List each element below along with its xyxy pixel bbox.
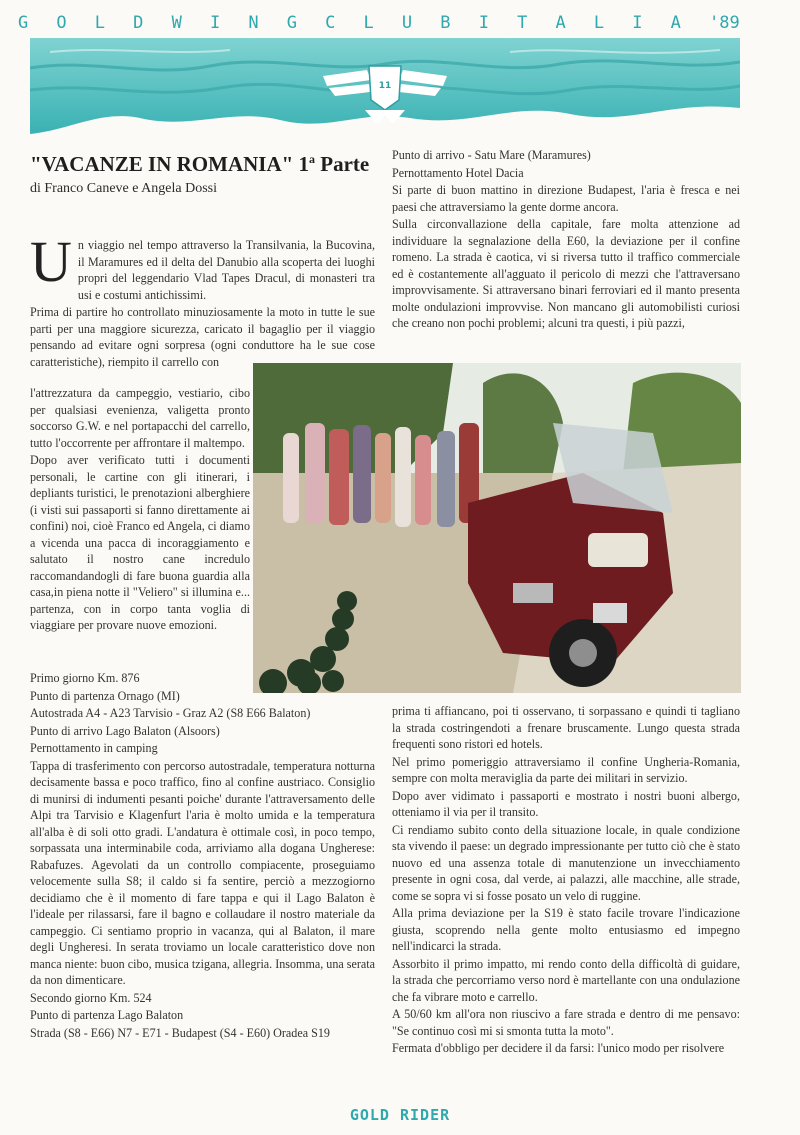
title-tail: Parte: [315, 152, 370, 176]
title-superscript: a: [309, 152, 316, 166]
header-letter: G: [286, 13, 297, 33]
header-letter: W: [171, 13, 182, 33]
right-paragraph-4: Nel primo pomeriggio attraversiamo il confine Ungheria-Romania, sempre con molta meraviglia da parte dei militari in servizio.: [392, 754, 740, 785]
emblem-number: 11: [378, 81, 392, 91]
paragraph-1: Prima di partire ho controllato minuziosamente la moto in tutte le sue parti per una maggiore sicurezza, caricato il bagaglio per il viaggio pensando ad evitare ogni sorpresa (ogni conduttore ha le sue cose caratteristiche), riempito il carrello con: [30, 305, 375, 369]
day2-arrival: Punto di arrivo - Satu Mare (Maramures): [392, 148, 591, 162]
left-column-beside-photo: [30, 385, 250, 634]
header-letter: O: [56, 13, 67, 33]
header-letter: I: [478, 13, 489, 33]
day2-stay: Pernottamento Hotel Dacia: [392, 165, 524, 180]
header-letter: G: [18, 13, 29, 33]
paragraph-1-continued: l'attrezzatura da campeggio, vestiario, cibo per qualsiasi evenienza, valigetta pronto soccorso G.W. e nel portapacchi del carrello, tutto l'occorrente per affrontare il maltempo.: [30, 386, 250, 450]
day1-stay: Pernottamento in camping: [30, 741, 158, 755]
right-paragraph-9: A 50/60 km all'ora non riuscivo a fare strada e dentro di me pensavo: "Se continuo così mi si smonta tutta la moto".: [392, 1007, 740, 1038]
header-letter: I: [632, 13, 643, 33]
right-column-bottom: [392, 703, 740, 1057]
header-letter: T: [517, 13, 528, 33]
right-paragraph-7: Alla prima deviazione per la S19 è stato facile trovare l'indicazione giusta, scoprendo nella gente molto entusiasmo ed impegno nell'indicarci la strada.: [392, 906, 740, 953]
header-letter: D: [133, 13, 144, 33]
day1-text: Tappa di trasferimento con percorso autostradale, temperatura notturna decisamente bassa e poco traffico, fino al confine austriaco. Consiglio di munirsi di indumenti pesanti poiche' durante l'attraversamento delle Alpi tra Tarvisio e Klagenfurt l'aria è molto umida e la temperatura all'alba è di soli otto gradi. L'andatura è ottimale così, in poco tempo, sorpassata una interminabile coda, arriviamo alla dogana Ungherese: Rabafuzes. Agevolati da un controllo compiacente, proseguiamo velocemente sulla S8; il caldo si fa sentire, perciò a mezzogiorno decidiamo che è il momento di fare tappa e qui il Lago Balaton è l'ideale per rilassarsi, fare il bagno e collaudare il nostro materiale da campeggio. Ci sentiamo proprio in vacanza, qui al Balaton, il mare degli Ungheresi. In serata troviamo un locale caratteristico dove non manca niente: buon cibo, musica tzigana, allegria. Insomma, una serata da non dimenticare.: [30, 758, 375, 987]
header-letter: '89: [709, 13, 740, 33]
header-title-letters: [18, 12, 740, 34]
right-paragraph-3: prima ti affiancano, poi ti osservano, ti sorpassano e quindi ti tagliano la strada costringendoti a frenare bruscamente. Lungo questa strada frequenti sono ristori ed hotels.: [392, 704, 740, 751]
article-intro-block: [30, 229, 375, 370]
header-banner: [30, 38, 740, 134]
header-letter: A: [555, 13, 566, 33]
day2-title: Secondo giorno Km. 524: [30, 990, 152, 1005]
day1-start: Punto di partenza Ornago (MI): [30, 688, 180, 703]
right-paragraph-1: Si parte di buon mattino in direzione Budapest, l'aria è fresca e nei paesi che attraversiamo la gente dorme ancora.: [392, 183, 740, 214]
day2-start: Punto di partenza Lago Balaton: [30, 1008, 184, 1022]
right-column-top: [392, 147, 740, 332]
footer-label: GOLD RIDER: [349, 1106, 451, 1124]
header-letter: L: [363, 13, 374, 33]
article-byline: di Franco Caneve e Angela Dossi: [30, 181, 218, 196]
right-paragraph-5: Dopo aver vidimato i passaporti e mostrato i nostri buoni albergo, otteniamo il via per il transito.: [392, 788, 740, 819]
title-main: "VACANZE IN ROMANIA" 1: [30, 152, 310, 176]
photo-motorcycle-children: [253, 363, 741, 693]
day1-arrival: Punto di arrivo Lago Balaton (Alsoors): [30, 723, 220, 738]
header-letter: I: [209, 13, 221, 33]
header-letter: A: [670, 13, 681, 33]
day1-title: Primo giorno Km. 876: [30, 671, 140, 685]
header-letter: L: [593, 13, 605, 33]
header-letter: C: [325, 13, 336, 33]
right-paragraph-8: Assorbito il primo impatto, mi rendo conto della difficoltà di guidare, la strada che percorriamo verso nord è martellante con una ondulazione che fa vibrare moto e carrello.: [392, 956, 740, 1004]
header-letter: U: [401, 13, 413, 33]
left-column-top: [30, 147, 375, 370]
right-paragraph-10: Fermata d'obbligo per decidere il da farsi: l'unico modo per risolvere: [392, 1041, 725, 1055]
left-column-bottom: [30, 670, 375, 1041]
paragraph-2: Dopo aver verificato tutti i documenti personali, le cartine con gli itinerari, i depliants turistici, le prenotazioni alberghiere (i visti sui passaporti si fanno direttamente ai confini) noi, cioè Franco ed Angela, ci diamo a vicenda una pacca di incoraggiamento e salutato il nostro cane incredulo raccomandandogli di fare buona guardia alla casa,in piena notte il "Veliero" si illumina e... partenza, con in corpo tanta voglia di viaggiare per provare nuove emozioni.: [30, 453, 250, 632]
drop-cap: U: [30, 229, 72, 294]
day1-route: Autostrada A4 - A23 Tarvisio - Graz A2 (S8 E66 Balaton): [30, 706, 311, 720]
wave-banner-graphic: [30, 38, 740, 134]
right-paragraph-2: Sulla circonvallazione della capitale, fare molta attenzione ad individuare la segnalazione della E60, la deviazione per il confine romeno. La strada è caotica, vi si riversa tutto il traffico commerciale ed è costantemente all'agguato il pericolo di mezzi che l'attraversano improvvisamente. Si attraversano binari ferroviari ed il manto presenta molte ondulazioni improvvise. Non mancano gli automobilisti curiosi che creano non pochi problemi; alcuni tra questi, i più pazzi,: [392, 217, 740, 330]
intro-paragraph: Un viaggio nel tempo attraverso la Transilvania, la Bucovina, il Maramures ed il delta del Danubio alla scoperta dei luoghi propri del leggendario Vlad Tapes Dracul, di monasteri tra usi e costumi antichissimi.: [30, 229, 375, 302]
article-photo: [253, 363, 741, 693]
header-letter: L: [94, 13, 106, 33]
article-title: [30, 147, 375, 176]
day2-route: Strada (S8 - E66) N7 - E71 - Budapest (S4 - E60) Oradea S19: [30, 1025, 330, 1040]
header-letter: N: [248, 13, 259, 33]
right-paragraph-6: Ci rendiamo subito conto della situazione locale, in quale condizione sta vivendo il paese: un degrado impressionante per tutto ciò che è stato nuovo ed una assenza totale di manutenzione un invecchiamento presente in ogni cosa, dal verde, ai palazzi, alle macchine, alle strade, come se sopra vi si fosse posato un velo di ruggine.: [392, 822, 740, 903]
header-letter: B: [440, 13, 451, 33]
